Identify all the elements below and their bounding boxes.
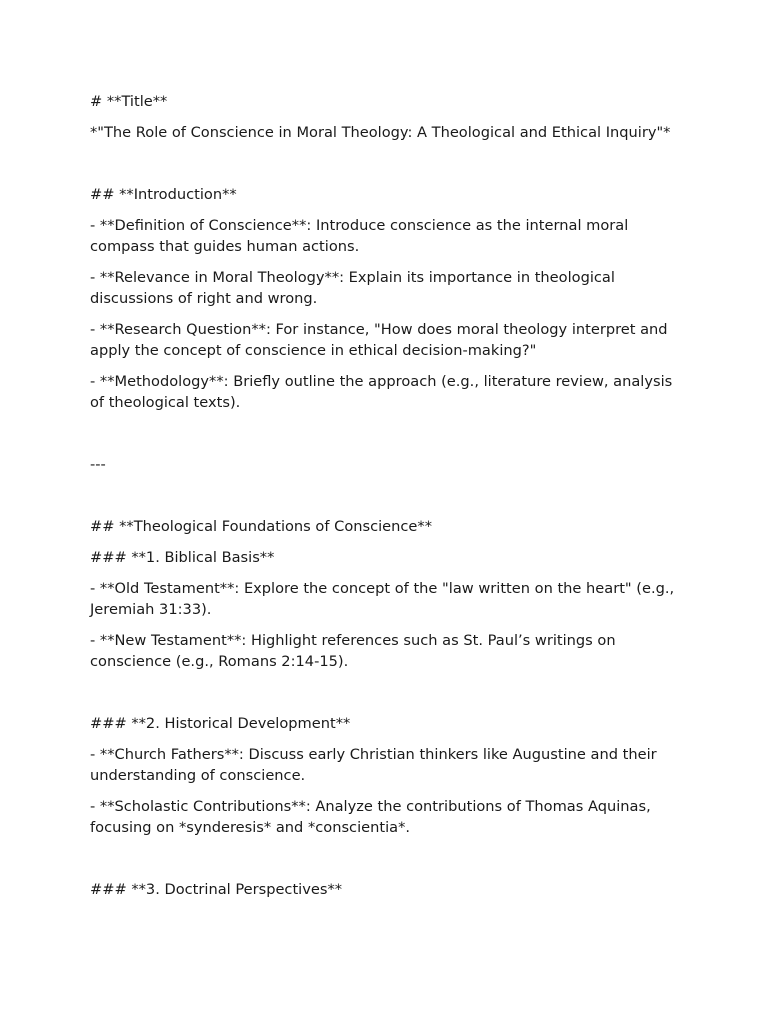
introduction-heading: ## **Introduction** bbox=[90, 186, 237, 203]
historical-development-item: - **Church Fathers**: Discuss early Christian thinkers like Augustine and their understanding of conscience. bbox=[90, 746, 662, 784]
biblical-basis-item: - **New Testament**: Highlight references such as St. Paul’s writings on conscience (e.g., Romans 2:14-15). bbox=[90, 632, 621, 670]
title-heading: # **Title** bbox=[90, 93, 168, 110]
introduction-item: - **Research Question**: For instance, "How does moral theology interpret and apply the concept of conscience in ethical decision-making?" bbox=[90, 321, 673, 359]
introduction-item: - **Methodology**: Briefly outline the approach (e.g., literature review, analysis of theological texts). bbox=[90, 373, 677, 411]
biblical-basis-heading: ### **1. Biblical Basis** bbox=[90, 549, 275, 566]
introduction-item: - **Definition of Conscience**: Introduce conscience as the internal moral compass that guides human actions. bbox=[90, 217, 633, 255]
introduction-item: - **Relevance in Moral Theology**: Explain its importance in theological discussions of right and wrong. bbox=[90, 269, 620, 307]
foundations-heading: ## **Theological Foundations of Conscience** bbox=[90, 518, 433, 535]
biblical-basis-item: - **Old Testament**: Explore the concept of the "law written on the heart" (e.g., Jeremiah 31:33). bbox=[90, 580, 679, 618]
document-body bbox=[90, 91, 690, 900]
historical-development-heading: ### **2. Historical Development** bbox=[90, 715, 351, 732]
title-text: *"The Role of Conscience in Moral Theology: A Theological and Ethical Inquiry"* bbox=[90, 124, 671, 141]
historical-development-item: - **Scholastic Contributions**: Analyze the contributions of Thomas Aquinas, focusing on *synderesis* and *conscientia*. bbox=[90, 798, 656, 836]
doctrinal-perspectives-heading: ### **3. Doctrinal Perspectives** bbox=[90, 881, 343, 898]
section-separator: --- bbox=[90, 456, 106, 473]
